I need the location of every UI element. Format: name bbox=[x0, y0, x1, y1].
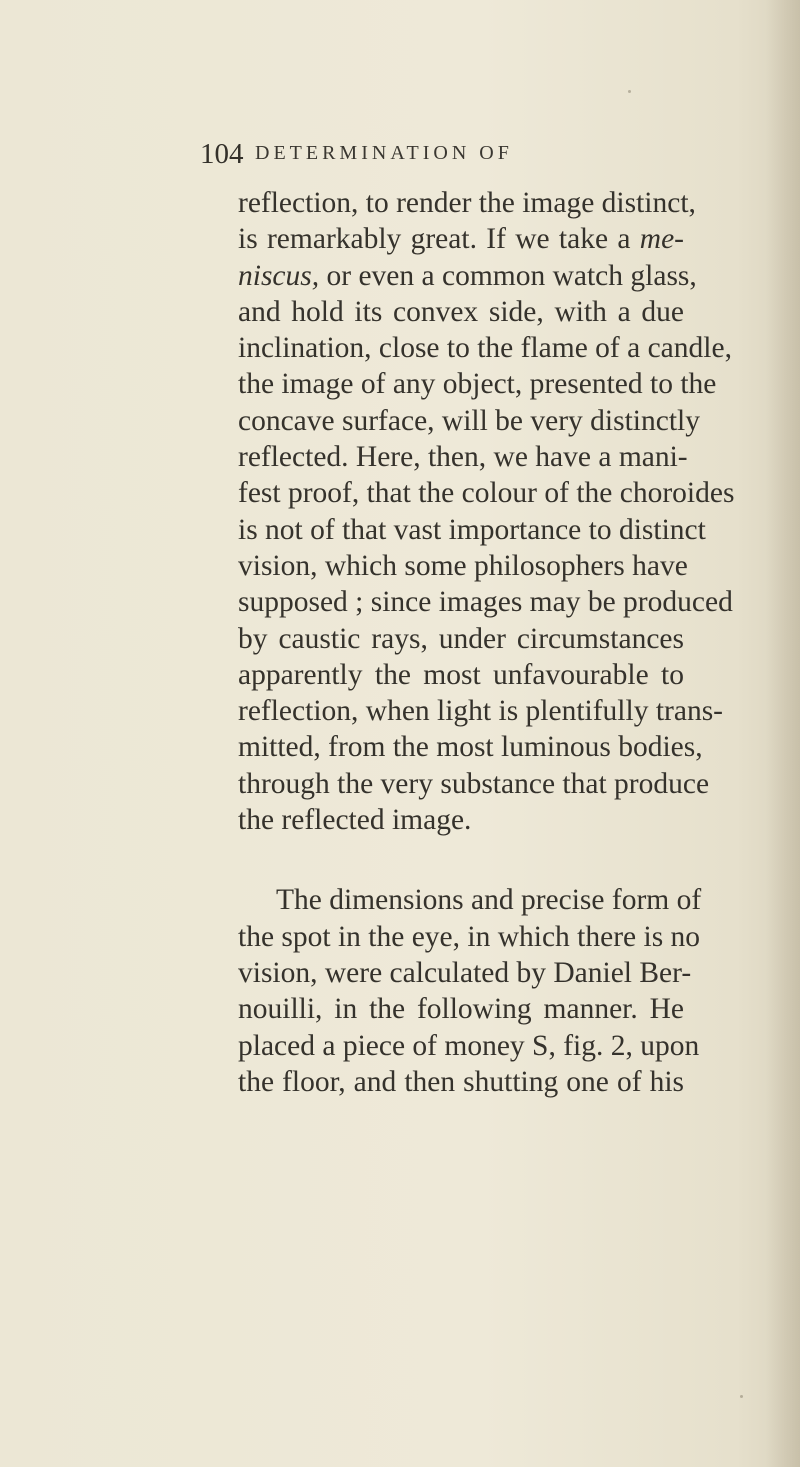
text-line: supposed ; since images may be produced bbox=[238, 586, 733, 619]
italic-term: niscus, bbox=[238, 259, 320, 292]
paper-speck bbox=[628, 90, 631, 93]
text-line: the floor, and then shutting one of his bbox=[238, 1065, 684, 1098]
text-line: is not of that vast importance to distinct bbox=[238, 513, 706, 546]
text-line bbox=[238, 258, 697, 294]
text-line: apparently the most unfavourable to bbox=[238, 658, 684, 691]
running-head-title: DETERMINATION OF bbox=[255, 142, 513, 164]
text-line: vision, which some philosophers have bbox=[238, 549, 688, 582]
page-number: 104 bbox=[200, 138, 244, 170]
paragraph-1 bbox=[238, 185, 735, 838]
text-line: vision, were calculated by Daniel Ber- bbox=[238, 956, 692, 989]
text-fragment: is remarkably great. If we take a me- bbox=[238, 223, 684, 256]
text-line: by caustic rays, under circumstances bbox=[238, 622, 684, 655]
body-text bbox=[238, 185, 735, 1100]
text-line: reflection, when light is plentifully trans- bbox=[238, 695, 723, 728]
text-line: placed a piece of money S, fig. 2, upon bbox=[238, 1029, 700, 1062]
text-line: reflected. Here, then, we have a mani- bbox=[238, 441, 688, 474]
text-line: the reflected image. bbox=[238, 804, 472, 837]
paragraph-2 bbox=[238, 882, 702, 1100]
running-head bbox=[0, 138, 800, 174]
text-fragment: niscus, or even a common watch glass, bbox=[238, 259, 697, 292]
text-line: concave surface, will be very distinctly bbox=[238, 404, 700, 437]
text-line: reflection, to render the image distinct, bbox=[238, 187, 696, 219]
text-line: nouilli, in the following manner. He bbox=[238, 993, 684, 1026]
text-line: The dimensions and precise form of bbox=[276, 884, 702, 917]
paper-speck bbox=[740, 1395, 743, 1398]
paragraph-gap bbox=[238, 838, 684, 882]
text-line: fest proof, that the colour of the choroides bbox=[238, 477, 735, 510]
text-line: the spot in the eye, in which there is no bbox=[238, 920, 701, 953]
italic-term: me- bbox=[639, 223, 684, 256]
page-edge-shadow bbox=[766, 0, 800, 1467]
text-line: mitted, from the most luminous bodies, bbox=[238, 731, 703, 764]
text-line: inclination, close to the flame of a candle, bbox=[238, 332, 732, 365]
text-line: the image of any object, presented to the bbox=[238, 368, 717, 401]
text-line: through the very substance that produce bbox=[238, 767, 710, 800]
text-line: and hold its convex side, with a due bbox=[238, 295, 684, 328]
text-line bbox=[238, 221, 684, 257]
